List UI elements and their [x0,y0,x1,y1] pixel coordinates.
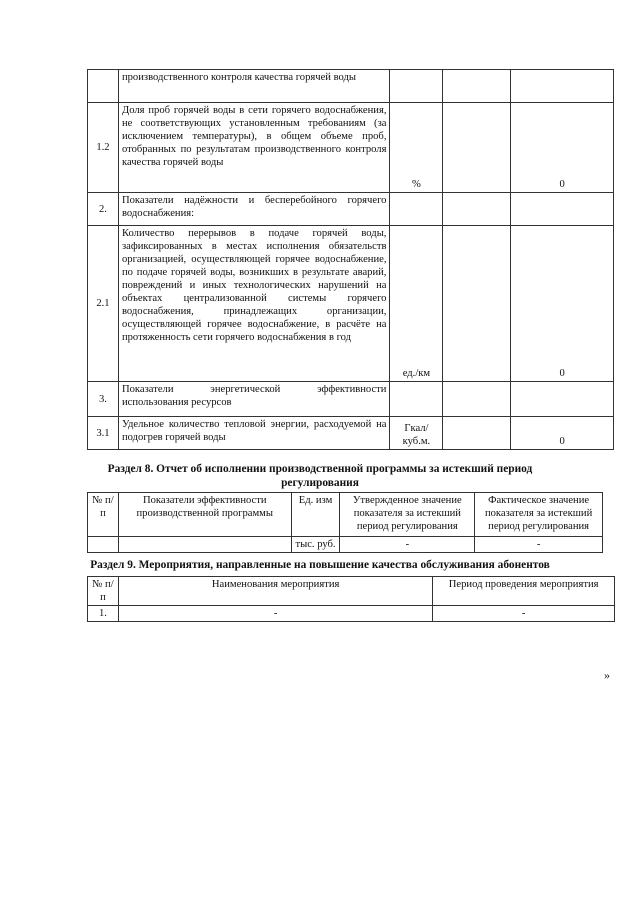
indicator-name: Удельное количество тепловой энергии, расходуемой на подогрев горячей воды [118,417,390,450]
table-row [88,70,614,103]
row-number: 2. [88,193,119,226]
col-header-indicators: Показатели эффективности производственной программы [118,493,291,537]
value-cell [443,70,511,103]
section-9-title: Раздел 9. Мероприятия, направленные на повышение качества обслуживания абонентов [90,559,550,571]
value-cell [443,226,511,382]
value-cell [443,103,511,193]
value-cell [443,193,511,226]
table-row [88,103,614,193]
unit-cell: % [390,103,443,193]
value-cell [443,382,511,417]
col-header-number: № п/п [88,577,119,606]
row-number: 3. [88,382,119,417]
table-row [88,382,614,417]
indicator-name [118,537,291,553]
indicator-name: Показатели энергетической эффективности использования ресурсов [118,382,390,417]
unit-cell: ед./км [390,226,443,382]
activity-name: - [118,606,432,622]
section-8-table [87,492,603,553]
planned-value: - [340,537,475,553]
row-number: 1.2 [88,103,119,193]
col-header-number: № п/п [88,493,119,537]
value-cell [511,193,614,226]
col-header-unit: Ед. изм [291,493,340,537]
unit-cell [390,193,443,226]
indicator-name: Количество перерывов в подаче горячей воды, зафиксированных в местах исполнения обязательств организацией, осуществляющей горячее водоснабжение, по подаче горячей воды, возникших в результате аварий, повреждений и иных технологических нарушений на объектах централизованной системы горячего водоснабжения, принадлежащих организации, осуществляющей горячее водоснабжение, в расчёте на протяженность сети горячего водоснабжения в год [118,226,390,382]
table-header-row [88,493,603,537]
actual-value: - [475,537,603,553]
value-cell: 0 [511,103,614,193]
unit-cell: Гкал/ куб.м. [390,417,443,450]
unit-cell [390,70,443,103]
indicator-name: производственного контроля качества горячей воды [118,70,390,103]
row-number [88,537,119,553]
activity-period: - [433,606,615,622]
value-cell: 0 [511,226,614,382]
value-cell [443,417,511,450]
col-header-actual: Фактическое значение показателя за истекший период регулирования [475,493,603,537]
value-cell [511,70,614,103]
col-header-planned: Утвержденное значение показателя за истекший период регулирования [340,493,475,537]
section-8-title: Раздел 8. Отчет об исполнении производственной программы за истекший период регулирования [107,463,533,489]
table-row [88,226,614,382]
row-number: 2.1 [88,226,119,382]
table-header-row [88,577,615,606]
value-cell: 0 [511,417,614,450]
unit-cell: тыс. руб. [291,537,340,553]
col-header-activity-name: Наименования мероприятия [118,577,432,606]
table-row [88,606,615,622]
row-number: 3.1 [88,417,119,450]
table-row [88,417,614,450]
table-row [88,537,603,553]
table-row [88,193,614,226]
indicator-name: Доля проб горячей воды в сети горячего водоснабжения, не соответствующих установленным требованиям (за исключением температуры), в общем объеме проб, отобранных по результатам производственного контроля качества горячей воды [118,103,390,193]
col-header-period: Период проведения мероприятия [433,577,615,606]
section-9-table [87,576,615,622]
indicator-name: Показатели надёжности и бесперебойного горячего водоснабжения: [118,193,390,226]
closing-quote: » [604,668,610,682]
unit-cell [390,382,443,417]
row-number: 1. [88,606,119,622]
row-number [88,70,119,103]
value-cell [511,382,614,417]
indicators-table [87,69,614,450]
